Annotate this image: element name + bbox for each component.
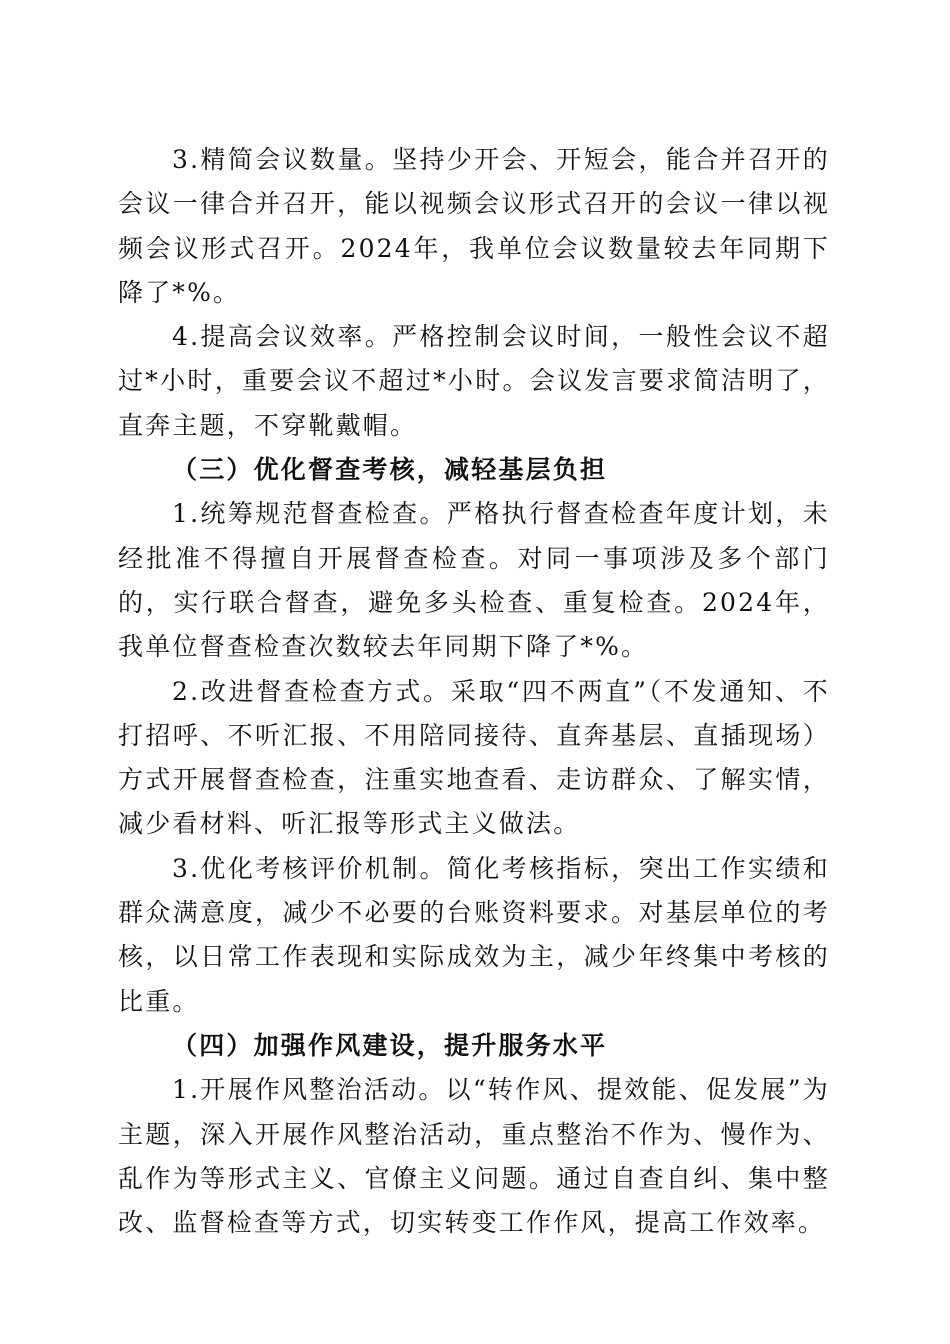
paragraph-item-2-inspection-method: 2.改进督查检查方式。采取“四不两直”（不发通知、不打招呼、不听汇报、不用陪同接待、直奔基层、直插现场）方式开展督查检查，注重实地查看、走访群众、了解实情，减少看材料、听汇报等形式主义做法。 [118,676,830,839]
paragraph-item-1-inspection-planning: 1.统筹规范督查检查。严格执行督查检查年度计划，未经批准不得擅自开展督查检查。对同一事项涉及多个部门的，实行联合督查，避免多头检查、重复检查。2024年，我单位督查检查次数较去年同期下降了*%。 [118,499,830,662]
paragraph-item-3-meeting-count: 3.精简会议数量。坚持少开会、开短会，能合并召开的会议一律合并召开，能以视频会议形式召开的会议一律以视频会议形式召开。2024年，我单位会议数量较去年同期下降了*%。 [118,145,830,307]
document-body [118,138,830,1245]
paragraph-item-4-meeting-efficiency: 4.提高会议效率。严格控制会议时间，一般性会议不超过*小时，重要会议不超过*小时。会议发言要求简洁明了，直奔主题，不穿靴戴帽。 [118,322,830,440]
paragraph-item-1-work-style: 1.开展作风整治活动。以“转作风、提效能、促发展”为主题，深入开展作风整治活动，重点整治不作为、慢作为、乱作为等形式主义、官僚主义问题。通过自查自纠、集中整改、监督检查等方式，切实转变工作作风，提高工作效率。 [118,1075,830,1238]
paragraph-item-3-evaluation-mechanism: 3.优化考核评价机制。简化考核指标，突出工作实绩和群众满意度，减少不必要的台账资料要求。对基层单位的考核，以日常工作表现和实际成效为主，减少年终集中考核的比重。 [118,853,830,1016]
section-heading-3: （三）优化督查考核，减轻基层负担 [172,455,608,485]
section-heading-4: （四）加强作风建设，提升服务水平 [172,1030,608,1060]
